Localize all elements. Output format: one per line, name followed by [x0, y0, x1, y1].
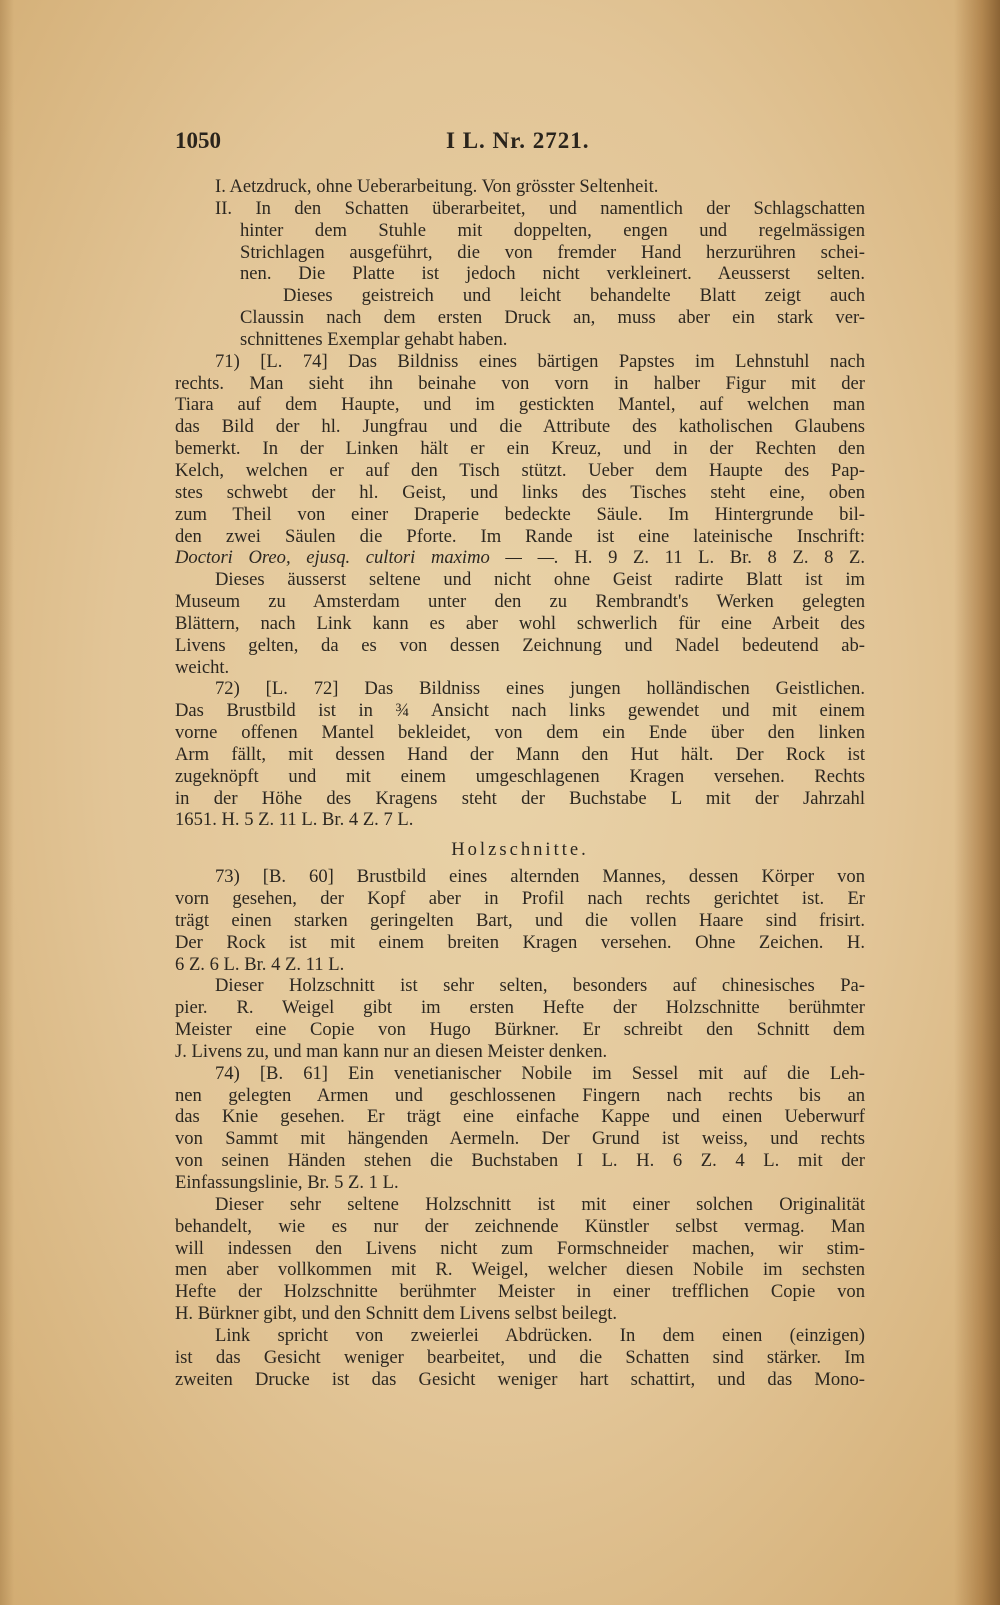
section-heading: Holzschnitte.	[451, 839, 589, 861]
text-line: Strichlagen ausgeführt, die von fremder Hand herzurühren schei-	[240, 241, 865, 263]
text-line: Hefte der Holzschnitte berühmter Meister in einer trefflichen Copie von	[175, 1281, 865, 1303]
text-line: den zwei Säulen die Pforte. Im Rande ist eine lateinische Inschrift:	[175, 525, 865, 547]
text-line: J. Livens zu, und man kann nur an diesen Meister denken.	[175, 1040, 608, 1062]
text-line: nen. Die Platte ist jedoch nicht verkleinert. Aeusserst selten.	[240, 263, 865, 285]
text-line: zugeknöpft und mit einem umgeschlagenen Kragen versehen. Rechts	[175, 765, 865, 787]
text-line: Dieser sehr seltene Holzschnitt ist mit einer solchen Originalität	[215, 1193, 865, 1215]
text-line: 6 Z. 6 L. Br. 4 Z. 11 L.	[175, 953, 345, 975]
text-line: von Sammt mit hängenden Aermeln. Der Grund ist weiss, und rechts	[175, 1128, 865, 1150]
text-line: Arm fällt, mit dessen Hand der Mann den Hut hält. Der Rock ist	[175, 743, 865, 765]
text-line: H. Bürkner gibt, und den Schnitt dem Livens selbst beilegt.	[175, 1303, 618, 1325]
page-right-edge	[954, 0, 1000, 1605]
text-line: Claussin nach dem ersten Druck an, muss aber ein stark ver-	[240, 307, 865, 329]
text-line: stes schwebt der hl. Geist, und links des Tisches steht eine, oben	[175, 481, 865, 503]
text-line: Dieses äusserst seltene und nicht ohne Geist radirte Blatt ist im	[215, 569, 865, 591]
text-line: weicht.	[175, 656, 230, 678]
text-line: Museum zu Amsterdam unter den zu Rembrandt's Werken gelegten	[175, 591, 865, 613]
text-line: Kelch, welchen er auf den Tisch stützt. Ueber dem Haupte des Pap-	[175, 459, 865, 481]
text-line: rechts. Man sieht ihn beinahe von vorn in halber Figur mit der	[175, 372, 865, 394]
page-number: 1050	[175, 128, 221, 153]
text-line: Doctori Oreo, ejusq. cultori maximo — —. H. 9 Z. 11 L. Br. 8 Z. 8 Z.	[175, 547, 865, 569]
text-line: das Knie gesehen. Er trägt eine einfache Kappe und einen Ueberwurf	[175, 1106, 865, 1128]
inscription: Doctori Oreo, ejusq. cultori maximo — —.	[175, 547, 559, 569]
text-line: schnittenes Exemplar gehabt haben.	[240, 328, 508, 350]
text-line: bemerkt. In der Linken hält er ein Kreuz, und in der Rechten den	[175, 438, 865, 460]
text-line: Der Rock ist mit einem breiten Kragen versehen. Ohne Zeichen. H.	[175, 931, 865, 953]
running-header	[175, 128, 865, 158]
text-line: men aber vollkommen mit R. Weigel, welcher diesen Nobile im sechsten	[175, 1259, 865, 1281]
text-line: das Bild der hl. Jungfrau und die Attribute des katholischen Glaubens	[175, 416, 865, 438]
page-left-shadow	[0, 0, 14, 1605]
running-title: I L. Nr. 2721.	[446, 128, 590, 153]
text-line: in der Höhe des Kragens steht der Buchstabe L mit der Jahrzahl	[175, 787, 865, 809]
text-line: Einfassungslinie, Br. 5 Z. 1 L.	[175, 1171, 399, 1193]
text-line: von seinen Händen stehen die Buchstaben I L. H. 6 Z. 4 L. mit der	[175, 1150, 865, 1172]
text-line: trägt einen starken geringelten Bart, und die vollen Haare sind frisirt.	[175, 909, 865, 931]
text-line: Blättern, nach Link kann es aber wohl schwerlich für eine Arbeit des	[175, 612, 865, 634]
text-line: Das Brustbild ist in ¾ Ansicht nach links gewendet und mit einem	[175, 700, 865, 722]
text-line: Dieser Holzschnitt ist sehr selten, besonders auf chinesisches Pa-	[215, 975, 865, 997]
text-line: Meister eine Copie von Hugo Bürkner. Er schreibt den Schnitt dem	[175, 1019, 865, 1041]
text-line: pier. R. Weigel gibt im ersten Hefte der Holzschnitte berühmter	[175, 997, 865, 1019]
text-line: I. Aetzdruck, ohne Ueberarbeitung. Von grösster Seltenheit.	[215, 176, 659, 197]
text-line: Dieses geistreich und leicht behandelte Blatt zeigt auch	[283, 285, 865, 307]
body-text	[175, 176, 865, 1390]
text-line: 74) [B. 61] Ein venetianischer Nobile im Sessel mit auf die Leh-	[215, 1062, 865, 1084]
text-line: Livens gelten, da es von dessen Zeichnung und Nadel bedeutend ab-	[175, 634, 865, 656]
text-line: 73) [B. 60] Brustbild eines alternden Mannes, dessen Körper von	[215, 866, 865, 888]
text-line: will indessen den Livens nicht zum Formschneider machen, wir stim-	[175, 1237, 865, 1259]
text-line: 71) [L. 74] Das Bildniss eines bärtigen Papstes im Lehnstuhl nach	[215, 350, 865, 372]
text-line: Link spricht von zweierlei Abdrücken. In dem einen (einzigen)	[215, 1324, 865, 1346]
text-line: II. In den Schatten überarbeitet, und namentlich der Schlagschatten	[215, 197, 865, 219]
text-line: Tiara auf dem Haupte, und im gestickten Mantel, auf welchen man	[175, 394, 865, 416]
text-line: 1651. H. 5 Z. 11 L. Br. 4 Z. 7 L.	[175, 809, 414, 831]
text-line: 72) [L. 72] Das Bildniss eines jungen holländischen Geistlichen.	[215, 678, 865, 700]
text-line: zweiten Drucke ist das Gesicht weniger hart schattirt, und das Mono-	[175, 1368, 865, 1390]
text-line: zum Theil von einer Draperie bedeckte Säule. Im Hintergrunde bil-	[175, 503, 865, 525]
text-line: vorne offenen Mantel bekleidet, von dem ein Ende über den linken	[175, 722, 865, 744]
text-line: behandelt, wie es nur der zeichnende Künstler selbst vermag. Man	[175, 1215, 865, 1237]
text-line: vorn gesehen, der Kopf aber in Profil nach rechts gerichtet ist. Er	[175, 888, 865, 909]
text-line: hinter dem Stuhle mit doppelten, engen und regelmässigen	[240, 219, 865, 241]
text-line: nen gelegten Armen und geschlossenen Fingern nach rechts bis an	[175, 1084, 865, 1106]
text-line: ist das Gesicht weniger bearbeitet, und die Schatten sind stärker. Im	[175, 1346, 865, 1368]
